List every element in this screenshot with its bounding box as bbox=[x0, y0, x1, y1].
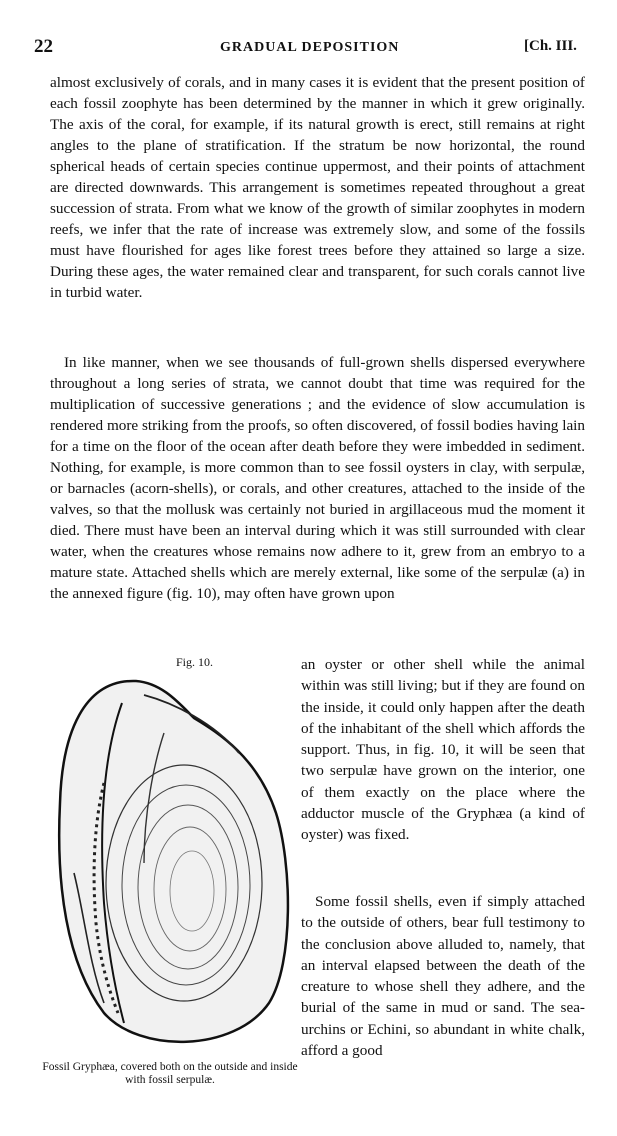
paragraph-attached-shells: Some fossil shells, even if simply attached to the outside of others, bear full testimony to the conclusion above alluded to, namely, that an interval elapsed between the death of the creature to whose shell they adhere, and the burial of the same in mud or sand. The sea-urchins or Echini, so abundant in white chalk, afford a good bbox=[301, 893, 585, 1060]
paragraph-corals: almost exclusively of corals, and in many cases it is evident that the present position of each fossil zoophyte has been determined by the manner in which it grew originally. The axis of the coral, for example, if its natural growth is erect, still remains at right angles to the plane of stratification. If the stratum be now horizontal, the round spherical heads of certain species continue uppermost, and their points of attachment are directed downwards. This arrangement is sometimes repeated throughout a great succession of strata. From what we know of the growth of similar zoophytes in modern reefs, we infer that the rate of increase was extremely slow, and some of the fossils must have flourished for ages like forest trees before they attained so large a size. During these ages, the water remained clear and transparent, for such corals cannot live in turbid water. bbox=[50, 74, 585, 301]
gryphaea-shell-illustration bbox=[44, 673, 296, 1057]
figure-caption: Fossil Gryphæa, covered both on the outside and inside with fossil serpulæ. bbox=[42, 1061, 298, 1086]
running-header bbox=[0, 36, 617, 60]
paragraph-shells-continued: an oyster or other shell while the animal within was still living; but if they are found on the inside, it could only happen after the death of the inhabitant of the shell which affords the support. Thus, in fig. 10, it will be seen that two serpulæ have grown on the interior, one of them exactly on the place where the adductor muscle of the Gryphæa (a kind of oyster) was fixed. bbox=[301, 656, 585, 844]
figure-10 bbox=[36, 655, 304, 1095]
figure-label: Fig. 10. bbox=[176, 655, 214, 669]
page-number: 22 bbox=[34, 36, 53, 57]
running-title: GRADUAL DEPOSITION bbox=[220, 40, 400, 55]
paragraph-shells: In like manner, when we see thousands of full-grown shells dispersed everywhere throughout a long series of strata, we cannot doubt that time was required for the multiplication of successive generations ; and the evidence of slow accumulation is rendered more striking from the proofs, so often discovered, of fossil bodies having lain for a time on the floor of the ocean after death before they were imbedded in sediment. Nothing, for example, is more common than to see fossil oysters in clay, with serpulæ, or barnacles (acorn-shells), or corals, and other creatures, attached to the inside of the valves, so that the mollusk was certainly not buried in argillaceous mud the moment it died. There must have been an interval during which it was still surrounded with clear water, when the creatures whose remains now adhere to it, grew from an embryo to a mature state. Attached shells which are merely external, like some of the serpulæ (a) in the annexed figure (fig. 10), may often have grown upon bbox=[50, 354, 585, 602]
chapter-marker: [Ch. III. bbox=[524, 38, 577, 54]
